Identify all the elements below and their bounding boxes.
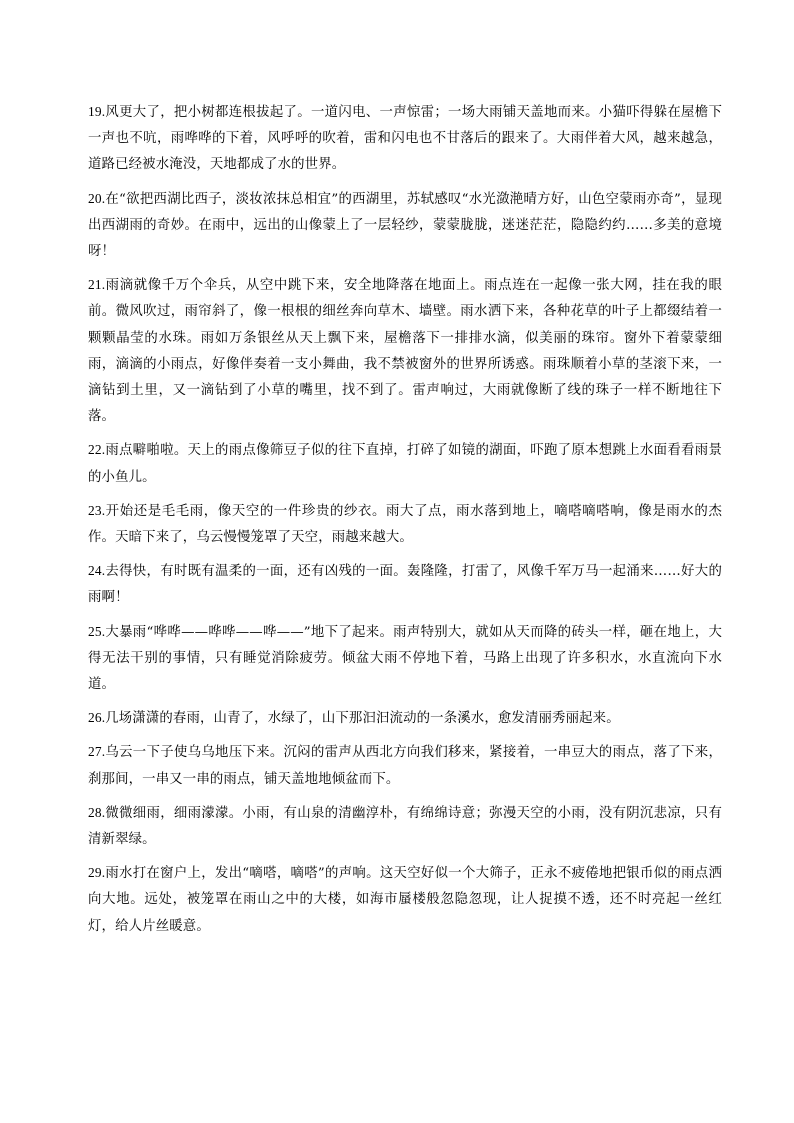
paragraph-text: 几场潇潇的春雨，山青了，水绿了，山下那汩汩流动的一条溪水，愈发清丽秀丽起来。 bbox=[105, 711, 620, 727]
paragraph-24 bbox=[88, 558, 722, 611]
paragraph-text: 雨点噼啪啦。天上的雨点像筛豆子似的往下直掉，打碎了如镜的湖面，吓跑了原本想跳上水面看看雨景的小鱼儿。 bbox=[88, 443, 722, 485]
paragraph-number: 28. bbox=[88, 804, 106, 820]
paragraph-text: 大暴雨“哗哗——哗哗——哗——”地下了起来。雨声特别大，就如从天而降的砖头一样，砸在地上，大得无法干别的事情，只有睡觉消除疲劳。倾盆大雨不停地下着，马路上出现了许多积水，水直流向下水道。 bbox=[88, 624, 722, 693]
paragraph-number: 29. bbox=[88, 865, 106, 881]
paragraph-number: 19. bbox=[88, 104, 106, 119]
paragraph-number: 23. bbox=[88, 502, 106, 518]
paragraph-text: 去得快，有时既有温柔的一面，还有凶残的一面。轰隆隆，打雷了，风像千军万马一起涌来……好大的雨啊！ bbox=[88, 564, 722, 606]
paragraph-28 bbox=[88, 800, 722, 853]
paragraph-text: 开始还是毛毛雨，像天空的一件珍贵的纱衣。雨大了点，雨水落到地上，嘀嗒嘀嗒响，像是雨水的杰作。天暗下来了，乌云慢慢笼罩了天空，雨越来越大。 bbox=[88, 503, 722, 546]
document-body bbox=[88, 99, 722, 947]
paragraph-21 bbox=[88, 272, 722, 430]
paragraph-number: 26. bbox=[88, 710, 106, 726]
paragraph-text: 在“欲把西湖比西子，淡妆浓抹总相宜”的西湖里，苏轼感叹“水光潋滟晴方好，山色空蒙雨亦奇”，显现出西湖雨的奇妙。在雨中，远出的山像蒙上了一层轻纱，蒙蒙胧胧，迷迷茫茫，隐隐约约……多美的意境呀！ bbox=[88, 191, 722, 260]
paragraph-25 bbox=[88, 619, 722, 699]
paragraph-text: 风更大了，把小树都连根拔起了。一道闪电、一声惊雷；一场大雨铺天盖地而来。小猫吓得躲在屋檐下一声也不吭，雨哗哗的下着，风呼呼的吹着，雷和闪电也不甘落后的跟来了。大雨伴着大风，越来越急，道路已经被水淹没，天地都成了水的世界。 bbox=[88, 105, 722, 173]
paragraph-number: 27. bbox=[88, 744, 106, 760]
paragraph-text: 雨滴就像千万个伞兵，从空中跳下来，安全地降落在地面上。雨点连在一起像一张大网，挂在我的眼前。微风吹过，雨帘斜了，像一根根的细丝奔向草木、墙壁。雨水洒下来，各种花草的叶子上都缀结着一颗颗晶莹的水珠。雨如万条银丝从天上飘下来，屋檐落下一排排水滴，似美丽的珠帘。窗外下着蒙蒙细雨，滴滴的小雨点，好像伴奏着一支小舞曲，我不禁被窗外的世界所诱惑。雨珠顺着小草的茎滚下来，一滴钻到土里，又一滴钻到了小草的嘴里，找不到了。雷声响过，大雨就像断了线的珠子一样不断地往下落。 bbox=[88, 278, 722, 425]
paragraph-number: 25. bbox=[88, 623, 106, 639]
paragraph-text: 乌云一下子使乌乌地压下来。沉闷的雷声从西北方向我们移来，紧接着，一串豆大的雨点，落了下来，刹那间，一串又一串的雨点，铺天盖地地倾盆而下。 bbox=[88, 745, 722, 787]
paragraph-29 bbox=[88, 860, 722, 940]
paragraph-number: 20. bbox=[88, 190, 106, 206]
paragraph-number: 24. bbox=[88, 563, 106, 579]
paragraph-20 bbox=[88, 186, 722, 266]
paragraph-23 bbox=[88, 498, 722, 551]
paragraph-26 bbox=[88, 705, 722, 732]
paragraph-27 bbox=[88, 739, 722, 792]
paragraph-number: 21. bbox=[88, 277, 106, 293]
paragraph-text: 雨水打在窗户上，发出“嘀嗒，嘀嗒”的声响。这天空好似一个大筛子，正永不疲倦地把银币似的雨点洒向大地。远处，被笼罩在雨山之中的大楼，如海市蜃楼般忽隐忽现，让人捉摸不透，还不时亮起一丝红灯，给人片丝暖意。 bbox=[88, 866, 722, 934]
paragraph-22 bbox=[88, 437, 722, 490]
paragraph-number: 22. bbox=[88, 442, 106, 458]
paragraph-19 bbox=[88, 99, 722, 179]
paragraph-text: 微微细雨，细雨濛濛。小雨，有山泉的清幽淳朴，有绵绵诗意；弥漫天空的小雨，没有阴沉悲凉，只有清新翠绿。 bbox=[88, 805, 722, 848]
